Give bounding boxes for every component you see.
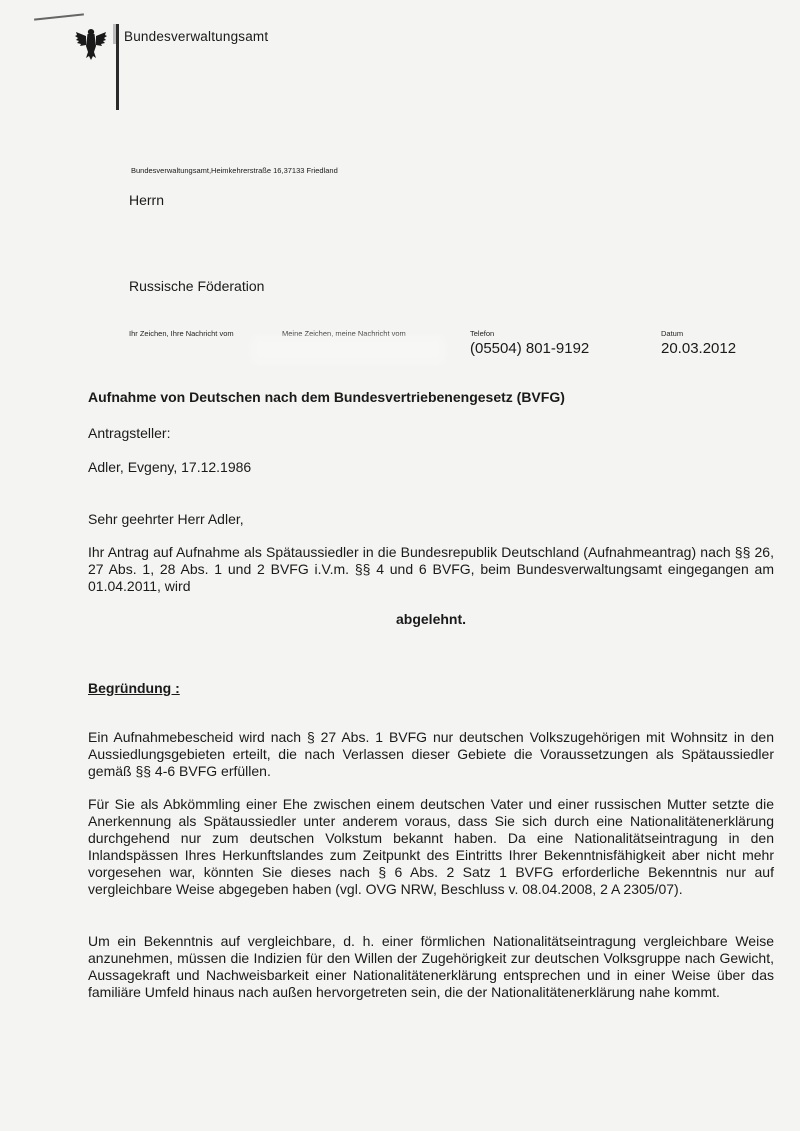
applicant-value: Adler, Evgeny, 17.12.1986 (88, 459, 252, 475)
redaction-blur (258, 343, 438, 357)
greeting: Sehr geehrter Herr Adler, (88, 511, 244, 527)
decision: abgelehnt. (396, 611, 467, 627)
phone-label: Telefon (470, 329, 495, 338)
intro-paragraph: Ihr Antrag auf Aufnahme als Spätaussiedler in die Bundesrepublik Deutschland (Aufnahmeantrag) nach §§ 26, 27 Abs. 1, 28 Abs. 1 und 2 BVFG i.V.m. §§ 4 und 6 BVFG, beim Bundesverwaltungsamt eingegangen am 01.04.2011, wird (88, 544, 774, 594)
federal-eagle-icon (74, 26, 108, 62)
letterhead-bar (116, 24, 119, 110)
phone-value: (05504) 801-9192 (470, 340, 590, 357)
applicant-label: Antragsteller: (88, 425, 171, 441)
reason-paragraph-3: Um ein Bekenntnis auf vergleichbare, d. h. einer förmlichen Nationalitätseintragung vergleichbare Weise anzunehmen, müssen die Indizien für den Willen der Zugehörigkeit zur deutschen Volksgruppe nach Gewicht, Aussagekraft und Nachweisbarkeit einer Nationalitätenerklärung entsprechen und in einer Weise über das familiäre Umfeld hinaus nach außen hervorgetreten sein, die der Nationalitätenerklärung nahe kommt. (88, 933, 774, 1000)
sender-return-address: Bundesverwaltungsamt,Heimkehrerstraße 16,37133 Friedland (131, 166, 338, 175)
reason-paragraph-2: Für Sie als Abkömmling einer Ehe zwischen einem deutschen Vater und einer russischen Mutter setzte die Anerkennung als Spätaussiedler unter anderem voraus, dass Sie sich durch eine Nationalitätenerklärung durchgehend nur zum deutschen Volkstum bekannt haben. Da eine Nationalitätseintragung in den Inlandspässen Ihres Herkunftslandes zum Zeitpunkt des Eintritts Ihrer Bekenntnisfähigkeit aber nicht mehr vorgesehen war, könnten Sie dieses nach § 6 Abs. 2 Satz 1 BVFG erforderliche Bekenntnis nur auf vergleichbare Weise abgegeben haben (vgl. OVG NRW, Beschluss v. 08.04.2008, 2 A 2305/07). (88, 796, 774, 897)
recipient-country: Russische Föderation (129, 278, 265, 294)
your-reference-label: Ihr Zeichen, Ihre Nachricht vom (129, 329, 234, 338)
date-label: Datum (661, 329, 684, 338)
reason-heading: Begründung : (88, 680, 180, 696)
my-reference-label: Meine Zeichen, meine Nachricht vom (282, 329, 406, 338)
reason-paragraph-1: Ein Aufnahmebescheid wird nach § 27 Abs. 1 BVFG nur deutschen Volkszugehörigen mit Wohnsitz in den Aussiedlungsgebieten erteilt, die nach Verlassen dieser Gebiete die Voraussetzungen als Spätaussiedler gemäß §§ 4-6 BVFG erfüllen. (88, 729, 774, 779)
date-value: 20.03.2012 (661, 340, 737, 357)
recipient-salutation: Herrn (129, 192, 165, 208)
letter-subject: Aufnahme von Deutschen nach dem Bundesvertriebenengesetz (BVFG) (88, 389, 565, 405)
scan-mark (34, 13, 84, 20)
org-name: Bundesverwaltungsamt (124, 29, 269, 44)
